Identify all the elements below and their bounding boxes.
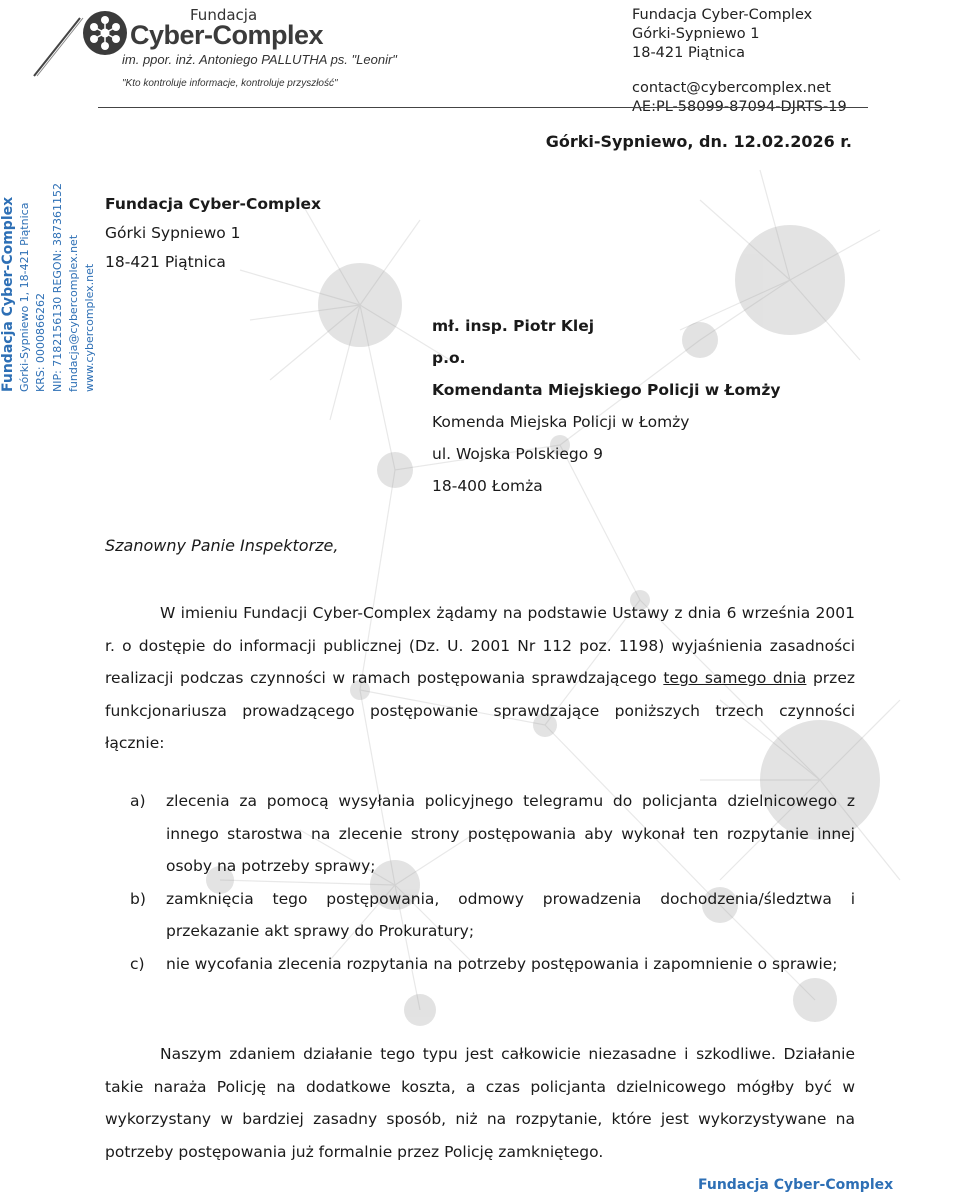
list-item xyxy=(130,883,855,948)
header-ae-number: AE:PL-58099-87094-DJRTS-19 xyxy=(632,99,847,115)
list-item xyxy=(130,948,855,981)
sender-name: Fundacja Cyber-Complex xyxy=(105,195,322,213)
recipient-office: Komenda Miejska Policji w Łomży xyxy=(432,413,690,431)
header-email: contact@cybercomplex.net xyxy=(632,80,831,96)
side-stamp-www: www.cybercomplex.net xyxy=(83,263,96,392)
list-item xyxy=(130,785,855,883)
paragraph-opinion-text: Naszym zdaniem działanie tego typu jest całkowicie niezasadne i szkodliwe. Działanie takie naraża Policję na dodatkowe koszta, a czas policjanta dzielnicowego mógłby być w wykorzystany w bardziej zasadny sposób, niż na rozpytanie, które jest wykorzystywane na potrzeby postępowania już formalnie przez Policję zamkniętego. xyxy=(105,1045,855,1161)
recipient-acting: p.o. xyxy=(432,349,466,367)
footer-stamp: Fundacja Cyber-Complex xyxy=(698,1177,894,1193)
sender-city: 18-421 Piątnica xyxy=(105,253,226,271)
logo-patron-line: im. ppor. inż. Antoniego PALLUTHA ps. "Leonir" xyxy=(122,52,397,67)
logo-fundacja-label: Fundacja xyxy=(190,6,258,24)
recipient-city: 18-400 Łomża xyxy=(432,477,543,495)
list-item-marker: b) xyxy=(130,889,146,908)
side-stamp-email: fundacja@cybercomplex.net xyxy=(67,234,80,392)
paragraph-request xyxy=(105,597,855,760)
header-city: 18-421 Piątnica xyxy=(632,45,746,61)
sender-block xyxy=(105,190,321,277)
activities-list xyxy=(130,785,855,980)
logo-cyber-complex-wordmark: Cyber-Complex xyxy=(130,20,324,50)
list-item-text: zlecenia za pomocą wysyłania policyjnego telegramu do policjanta dzielnicowego z innego starostwa na zlecenie strony postępowania aby wykonał ten rozpytanie innej osoby na potrzeby sprawy; xyxy=(166,792,855,875)
side-stamp-address: Górki-Sypniewo 1, 18-421 Piątnica xyxy=(18,202,31,392)
list-item-marker: c) xyxy=(130,954,145,973)
side-stamp-krs: KRS: 0000866262 xyxy=(34,292,47,392)
paragraph-request-underlined: tego samego dnia xyxy=(663,669,807,687)
header-divider xyxy=(98,107,868,108)
paragraph-request-part1: W imieniu Fundacji Cyber-Complex żądamy na podstawie Ustawy z dnia 6 września 2001 r. o dostępie do informacji publicznej (Dz. U. 2001 Nr 112 poz. 1198) wyjaśnienia zasadności realizacji podczas czynności w ramach postępowania sprawdzającego xyxy=(105,604,855,687)
list-item-text: nie wycofania zlecenia rozpytania na potrzeby postępowania i zapomnienie o sprawie; xyxy=(166,954,838,973)
pen-stroke-decoration xyxy=(28,12,88,82)
letter-date: Górki-Sypniewo, dn. 12.02.2026 r. xyxy=(545,132,852,151)
header-org-name: Fundacja Cyber-Complex xyxy=(632,7,813,23)
recipient-name: mł. insp. Piotr Klej xyxy=(432,317,595,335)
sender-street: Górki Sypniewo 1 xyxy=(105,224,241,242)
header-street: Górki-Sypniewo 1 xyxy=(632,26,760,42)
header-contact-block xyxy=(632,6,847,117)
foundation-logo-icon xyxy=(82,10,128,56)
recipient-title: Komendanta Miejskiego Policji w Łomży xyxy=(432,381,781,399)
side-stamp-org: Fundacja Cyber-Complex xyxy=(0,196,16,392)
list-item-text: zamknięcia tego postępowania, odmowy prowadzenia dochodzenia/śledztwa i przekazanie akt sprawy do Prokuratury; xyxy=(166,889,855,940)
side-stamp xyxy=(0,160,110,400)
salutation: Szanowny Panie Inspektorze, xyxy=(105,536,339,555)
recipient-block xyxy=(432,310,780,502)
side-stamp-nip-regon: NIP: 7182156130 REGON: 387361152 xyxy=(51,183,64,392)
logo-motto: "Kto kontroluje informacje, kontroluje przyszłość" xyxy=(122,78,338,89)
paragraph-opinion xyxy=(105,1038,855,1168)
paragraph-request-part2: przez funkcjonariusza prowadzącego postępowanie sprawdzające poniższych trzech czynności łącznie: xyxy=(105,669,855,752)
list-item-marker: a) xyxy=(130,792,146,810)
recipient-street: ul. Wojska Polskiego 9 xyxy=(432,445,603,463)
